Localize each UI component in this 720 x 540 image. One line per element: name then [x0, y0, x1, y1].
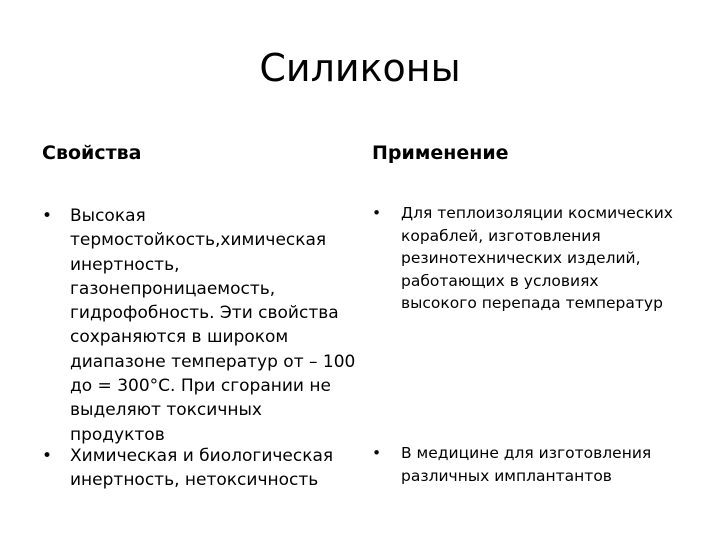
list-item-text: В медицине для изготовления различных имплантантов: [401, 444, 652, 485]
list-item-text: Для теплоизоляции космических кораблей, изготовления резинотехнических изделий, работающих в условиях высокого перепада температур: [401, 204, 673, 312]
properties-heading: Свойства: [42, 142, 142, 164]
bullet-icon: •: [42, 446, 53, 466]
bullet-icon: •: [42, 206, 53, 226]
bullet-icon: •: [372, 444, 382, 462]
list-item: [42, 444, 356, 493]
list-item: [372, 442, 676, 487]
applications-column: [372, 140, 673, 485]
list-item-text: Высокая термостойкость,химическая инертность, газонепроницаемость, гидрофобность. Эти свойства сохраняются в широком диапазоне температур от – 100 до = 300°С. При сгорании не выделяют токсичных продуктов: [70, 206, 356, 445]
properties-column: [42, 140, 356, 491]
applications-heading: Применение: [372, 142, 509, 164]
list-item-text: Химическая и биологическая инертность, нетоксичность: [70, 446, 334, 491]
slide-title: Силиконы: [259, 46, 461, 90]
list-item: [372, 202, 676, 315]
list-item: [42, 204, 356, 447]
bullet-icon: •: [372, 204, 382, 222]
